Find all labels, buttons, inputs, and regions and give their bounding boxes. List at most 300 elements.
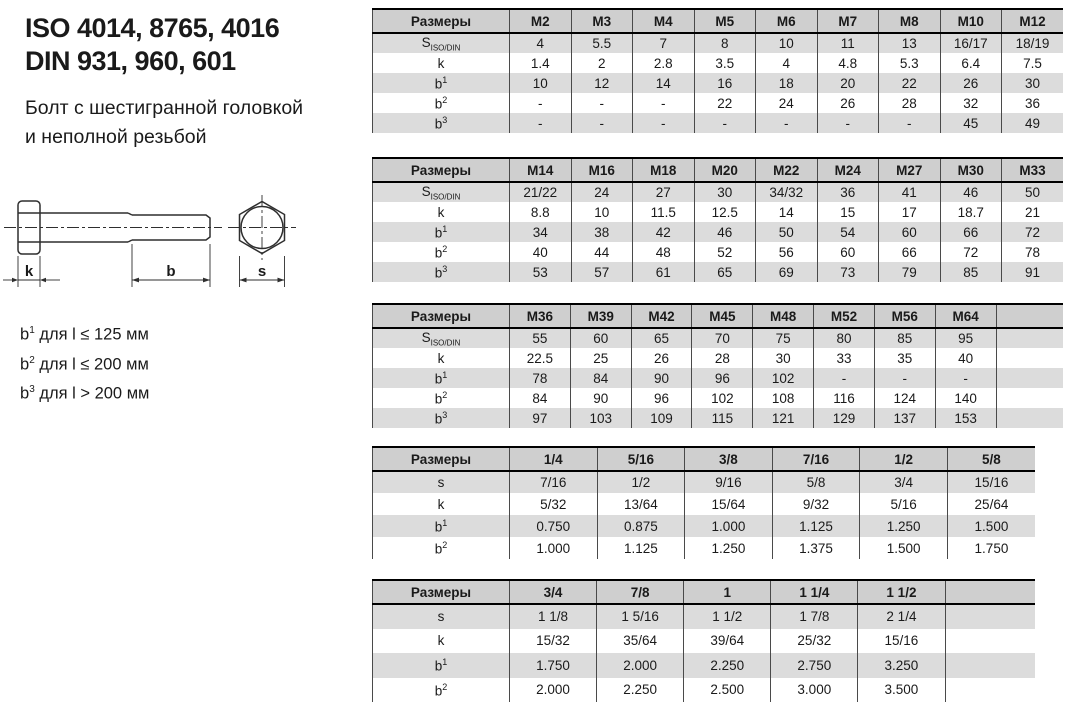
row-label: $b^2$ xyxy=(434,243,448,261)
cell: 50 xyxy=(1002,182,1064,202)
cell: 140 xyxy=(935,388,996,408)
table-row xyxy=(373,73,1064,93)
cell: 24 xyxy=(756,93,818,113)
subtitle-line-1: Болт с шестигранной головкой xyxy=(25,97,304,119)
cell: 5/16 xyxy=(860,493,948,515)
cell: 3.250 xyxy=(858,653,945,678)
cell: 60 xyxy=(879,222,941,242)
empty-cell xyxy=(945,678,1035,703)
cell: 16 xyxy=(694,73,756,93)
size-table-metric-m36-m64 xyxy=(372,303,1063,428)
cell: 65 xyxy=(694,262,756,282)
cell: 4.8 xyxy=(817,53,879,73)
dim-label-b: b xyxy=(166,263,176,280)
empty-header-cell xyxy=(945,580,1035,604)
column-header: M8 xyxy=(879,9,941,33)
cell: 1.4 xyxy=(510,53,572,73)
header-row xyxy=(373,9,1064,33)
table-row xyxy=(373,604,1036,629)
cell: 65 xyxy=(631,328,692,348)
cell: 22.5 xyxy=(510,348,571,368)
empty-cell xyxy=(945,604,1035,629)
cell: 39/64 xyxy=(684,629,771,654)
page-subtitle xyxy=(25,94,303,152)
cell: - xyxy=(510,93,572,113)
table-row xyxy=(373,328,1064,348)
table-row xyxy=(373,242,1064,262)
cell: 5.5 xyxy=(571,33,633,53)
cell: 18.7 xyxy=(940,202,1002,222)
cell: 78 xyxy=(1002,242,1064,262)
cell: 102 xyxy=(753,368,814,388)
row-label: k xyxy=(437,633,445,649)
cell: 60 xyxy=(570,328,631,348)
cell: 121 xyxy=(753,408,814,428)
row-label: $S_{ISO/DIN}$ xyxy=(373,33,510,53)
cell: 84 xyxy=(510,388,571,408)
cell: 8 xyxy=(694,33,756,53)
column-header: 1/4 xyxy=(510,447,598,471)
cell: 21 xyxy=(1002,202,1064,222)
row-label: k xyxy=(437,55,445,71)
column-header: M22 xyxy=(756,158,818,182)
dim-label-s: s xyxy=(257,263,267,280)
cell: 4 xyxy=(756,53,818,73)
cell: 109 xyxy=(631,408,692,428)
table-corner-header: Размеры xyxy=(373,580,510,604)
row-label: $S_{ISO/DIN}$ xyxy=(373,182,510,202)
cell: 41 xyxy=(879,182,941,202)
footnote-b2: $b^2$ для l ≤ 200 мм xyxy=(20,354,149,373)
cell: 72 xyxy=(940,242,1002,262)
cell: 1.750 xyxy=(510,653,597,678)
cell: 1.125 xyxy=(597,537,685,559)
cell: 5.3 xyxy=(879,53,941,73)
column-header: M45 xyxy=(692,304,753,328)
cell: 1.250 xyxy=(860,515,948,537)
cell: 20 xyxy=(817,73,879,93)
cell: 26 xyxy=(817,93,879,113)
cell: 10 xyxy=(571,202,633,222)
row-label: $b^1$ xyxy=(434,369,448,387)
column-header: M4 xyxy=(633,9,695,33)
size-table-metric-m2-m12 xyxy=(372,8,1063,133)
table-row xyxy=(373,471,1036,493)
cell: 26 xyxy=(940,73,1002,93)
table-row xyxy=(373,93,1064,113)
cell: 15/64 xyxy=(685,493,773,515)
column-header: M2 xyxy=(510,9,572,33)
cell: 28 xyxy=(692,348,753,368)
cell: - xyxy=(510,113,572,133)
cell: 90 xyxy=(631,368,692,388)
header-row xyxy=(373,447,1036,471)
cell: 1.250 xyxy=(685,537,773,559)
table-row xyxy=(373,653,1036,678)
table-row xyxy=(373,678,1036,703)
cell: 79 xyxy=(879,262,941,282)
cell: - xyxy=(633,113,695,133)
cell: 12.5 xyxy=(694,202,756,222)
row-label: $b^3$ xyxy=(434,114,448,132)
empty-cell xyxy=(996,408,1063,428)
row-label: $b^3$ xyxy=(434,409,448,427)
cell: 50 xyxy=(756,222,818,242)
table-row xyxy=(373,182,1064,202)
size-table-inch-small xyxy=(372,446,1035,559)
cell: 1 1/8 xyxy=(510,604,597,629)
cell: 2.500 xyxy=(684,678,771,703)
table-corner-header: Размеры xyxy=(373,9,510,33)
cell: 34/32 xyxy=(756,182,818,202)
cell: 10 xyxy=(756,33,818,53)
cell: 53 xyxy=(510,262,572,282)
cell: 45 xyxy=(940,113,1002,133)
cell: 25 xyxy=(570,348,631,368)
column-header: 5/16 xyxy=(597,447,685,471)
cell: - xyxy=(756,113,818,133)
empty-cell xyxy=(996,328,1063,348)
cell: 91 xyxy=(1002,262,1064,282)
table-row xyxy=(373,515,1036,537)
table-row xyxy=(373,113,1064,133)
cell: 103 xyxy=(570,408,631,428)
cell: 52 xyxy=(694,242,756,262)
cell: 137 xyxy=(874,408,935,428)
cell: 5/8 xyxy=(772,471,860,493)
table-row xyxy=(373,202,1064,222)
row-label: $b^1$ xyxy=(434,517,448,535)
row-label: $b^1$ xyxy=(434,74,448,92)
cell: 33 xyxy=(814,348,875,368)
cell: 15 xyxy=(817,202,879,222)
cell: 38 xyxy=(571,222,633,242)
column-header: M36 xyxy=(510,304,571,328)
column-header: 3/8 xyxy=(685,447,773,471)
cell: 1/2 xyxy=(597,471,685,493)
header-row xyxy=(373,580,1036,604)
cell: 9/16 xyxy=(685,471,773,493)
cell: 102 xyxy=(692,388,753,408)
cell: 11.5 xyxy=(633,202,695,222)
column-header: M64 xyxy=(935,304,996,328)
empty-cell xyxy=(945,653,1035,678)
cell: 44 xyxy=(571,242,633,262)
title-din: DIN 931, 960, 601 xyxy=(25,46,236,76)
row-label: $b^3$ xyxy=(434,263,448,281)
cell: 18/19 xyxy=(1002,33,1064,53)
cell: 30 xyxy=(694,182,756,202)
table-row xyxy=(373,33,1064,53)
cell: 10 xyxy=(510,73,572,93)
cell: 2.8 xyxy=(633,53,695,73)
cell: 15/16 xyxy=(947,471,1035,493)
header-row xyxy=(373,158,1064,182)
cell: 1.125 xyxy=(772,515,860,537)
row-label: s xyxy=(373,471,510,493)
cell: - xyxy=(874,368,935,388)
table-row xyxy=(373,53,1064,73)
column-header: 7/8 xyxy=(597,580,684,604)
empty-cell xyxy=(996,388,1063,408)
cell: 27 xyxy=(633,182,695,202)
cell: 56 xyxy=(756,242,818,262)
cell: 18 xyxy=(756,73,818,93)
table-row xyxy=(373,408,1064,428)
column-header: M12 xyxy=(1002,9,1064,33)
subtitle-line-2: и неполной резьбой xyxy=(25,126,207,148)
cell: 46 xyxy=(940,182,1002,202)
cell: 21/22 xyxy=(510,182,572,202)
cell: 2 1/4 xyxy=(858,604,945,629)
row-label: $b^1$ xyxy=(434,223,448,241)
cell: 1.375 xyxy=(772,537,860,559)
column-header: M30 xyxy=(940,158,1002,182)
column-header: M18 xyxy=(633,158,695,182)
cell: - xyxy=(694,113,756,133)
cell: 1.500 xyxy=(947,515,1035,537)
header-row xyxy=(373,304,1064,328)
column-header: 1 1/2 xyxy=(858,580,945,604)
column-header: M20 xyxy=(694,158,756,182)
column-header: 1 xyxy=(684,580,771,604)
cell: 124 xyxy=(874,388,935,408)
table-row xyxy=(373,368,1064,388)
cell: 95 xyxy=(935,328,996,348)
dimension-k xyxy=(3,256,60,287)
page-title xyxy=(25,12,279,78)
cell: 2 xyxy=(571,53,633,73)
column-header: M14 xyxy=(510,158,572,182)
column-header: 1/2 xyxy=(860,447,948,471)
dim-label-k: k xyxy=(24,263,34,280)
column-header: M39 xyxy=(570,304,631,328)
cell: 30 xyxy=(1002,73,1064,93)
cell: 60 xyxy=(817,242,879,262)
cell: 72 xyxy=(1002,222,1064,242)
empty-cell xyxy=(945,629,1035,654)
cell: 7 xyxy=(633,33,695,53)
row-label: s xyxy=(373,604,510,629)
cell: 1.000 xyxy=(510,537,598,559)
cell: 25/64 xyxy=(947,493,1035,515)
column-header: M10 xyxy=(940,9,1002,33)
cell: 1.000 xyxy=(685,515,773,537)
table-row xyxy=(373,348,1064,368)
cell: 13 xyxy=(879,33,941,53)
cell: - xyxy=(935,368,996,388)
column-header: M48 xyxy=(753,304,814,328)
cell: 1 1/2 xyxy=(684,604,771,629)
cell: 73 xyxy=(817,262,879,282)
size-table-metric-m14-m33 xyxy=(372,157,1063,282)
row-label: $b^2$ xyxy=(434,94,448,112)
cell: 7/16 xyxy=(510,471,598,493)
empty-cell xyxy=(996,348,1063,368)
column-header: M5 xyxy=(694,9,756,33)
cell: 11 xyxy=(817,33,879,53)
cell: 40 xyxy=(935,348,996,368)
cell: 75 xyxy=(753,328,814,348)
cell: 54 xyxy=(817,222,879,242)
row-label: $b^2$ xyxy=(434,389,448,407)
cell: 25/32 xyxy=(771,629,858,654)
cell: 96 xyxy=(692,368,753,388)
cell: 24 xyxy=(571,182,633,202)
cell: 26 xyxy=(631,348,692,368)
column-header: 1 1/4 xyxy=(771,580,858,604)
cell: 48 xyxy=(633,242,695,262)
footnote-b3: $b^3$ для l > 200 мм xyxy=(20,384,150,403)
cell: 17 xyxy=(879,202,941,222)
dimension-b xyxy=(132,244,210,287)
cell: 13/64 xyxy=(597,493,685,515)
bolt-end-view xyxy=(228,195,296,260)
footnote-b1: $b^1$ для l ≤ 125 мм xyxy=(20,325,149,344)
cell: 7.5 xyxy=(1002,53,1064,73)
cell: 22 xyxy=(879,73,941,93)
cell: 116 xyxy=(814,388,875,408)
cell: - xyxy=(571,113,633,133)
bolt-side-view xyxy=(4,201,222,254)
cell: - xyxy=(879,113,941,133)
table-corner-header: Размеры xyxy=(373,447,510,471)
cell: 36 xyxy=(817,182,879,202)
cell: 1 7/8 xyxy=(771,604,858,629)
cell: 2.250 xyxy=(684,653,771,678)
column-header: M3 xyxy=(571,9,633,33)
cell: - xyxy=(817,113,879,133)
cell: 30 xyxy=(753,348,814,368)
cell: 153 xyxy=(935,408,996,428)
column-header: 7/16 xyxy=(772,447,860,471)
cell: 12 xyxy=(571,73,633,93)
column-header: M16 xyxy=(571,158,633,182)
cell: 34 xyxy=(510,222,572,242)
cell: 57 xyxy=(571,262,633,282)
cell: 35 xyxy=(874,348,935,368)
column-header: M56 xyxy=(874,304,935,328)
cell: - xyxy=(571,93,633,113)
dimension-s xyxy=(240,256,285,287)
cell: - xyxy=(633,93,695,113)
row-label: k xyxy=(437,204,445,220)
cell: 1 5/16 xyxy=(597,604,684,629)
cell: 90 xyxy=(570,388,631,408)
column-header: M7 xyxy=(817,9,879,33)
table-row xyxy=(373,493,1036,515)
cell: 36 xyxy=(1002,93,1064,113)
cell: 0.750 xyxy=(510,515,598,537)
cell: 61 xyxy=(633,262,695,282)
footnotes xyxy=(20,318,149,407)
cell: - xyxy=(814,368,875,388)
cell: 4 xyxy=(510,33,572,53)
empty-cell xyxy=(996,368,1063,388)
row-label: k xyxy=(437,350,445,366)
cell: 15/16 xyxy=(858,629,945,654)
cell: 55 xyxy=(510,328,571,348)
column-header: M52 xyxy=(814,304,875,328)
cell: 69 xyxy=(756,262,818,282)
table-row xyxy=(373,222,1064,242)
row-label: $b^2$ xyxy=(434,681,448,698)
cell: 16/17 xyxy=(940,33,1002,53)
cell: 42 xyxy=(633,222,695,242)
cell: 22 xyxy=(694,93,756,113)
cell: 49 xyxy=(1002,113,1064,133)
cell: 46 xyxy=(694,222,756,242)
cell: 66 xyxy=(940,222,1002,242)
cell: 28 xyxy=(879,93,941,113)
cell: 3.500 xyxy=(858,678,945,703)
cell: 3.5 xyxy=(694,53,756,73)
cell: 70 xyxy=(692,328,753,348)
column-header: M27 xyxy=(879,158,941,182)
title-iso: ISO 4014, 8765, 4016 xyxy=(25,13,280,43)
cell: 1.750 xyxy=(947,537,1035,559)
cell: 129 xyxy=(814,408,875,428)
cell: 1.500 xyxy=(860,537,948,559)
cell: 14 xyxy=(633,73,695,93)
cell: 32 xyxy=(940,93,1002,113)
cell: 97 xyxy=(510,408,571,428)
table-corner-header: Размеры xyxy=(373,304,510,328)
row-label: $b^1$ xyxy=(434,657,448,674)
row-label: $S_{ISO/DIN}$ xyxy=(373,328,510,348)
cell: 0.875 xyxy=(597,515,685,537)
column-header: M33 xyxy=(1002,158,1064,182)
row-label: k xyxy=(437,496,445,512)
table-corner-header: Размеры xyxy=(373,158,510,182)
cell: 85 xyxy=(940,262,1002,282)
cell: 78 xyxy=(510,368,571,388)
cell: 85 xyxy=(874,328,935,348)
cell: 2.000 xyxy=(510,678,597,703)
table-row xyxy=(373,262,1064,282)
cell: 108 xyxy=(753,388,814,408)
cell: 40 xyxy=(510,242,572,262)
column-header: M42 xyxy=(631,304,692,328)
empty-header-cell xyxy=(996,304,1063,328)
cell: 6.4 xyxy=(940,53,1002,73)
size-table-inch-large xyxy=(372,579,1035,702)
cell: 8.8 xyxy=(510,202,572,222)
cell: 84 xyxy=(570,368,631,388)
cell: 96 xyxy=(631,388,692,408)
cell: 35/64 xyxy=(597,629,684,654)
table-row xyxy=(373,537,1036,559)
cell: 5/32 xyxy=(510,493,598,515)
row-label: $b^2$ xyxy=(434,539,448,557)
cell: 66 xyxy=(879,242,941,262)
cell: 2.750 xyxy=(771,653,858,678)
cell: 9/32 xyxy=(772,493,860,515)
cell: 80 xyxy=(814,328,875,348)
cell: 15/32 xyxy=(510,629,597,654)
table-row xyxy=(373,388,1064,408)
column-header: M6 xyxy=(756,9,818,33)
cell: 2.250 xyxy=(597,678,684,703)
bolt-drawing xyxy=(0,190,340,295)
column-header: 3/4 xyxy=(510,580,597,604)
cell: 2.000 xyxy=(597,653,684,678)
column-header: M24 xyxy=(817,158,879,182)
cell: 14 xyxy=(756,202,818,222)
cell: 115 xyxy=(692,408,753,428)
cell: 3.000 xyxy=(771,678,858,703)
cell: 3/4 xyxy=(860,471,948,493)
